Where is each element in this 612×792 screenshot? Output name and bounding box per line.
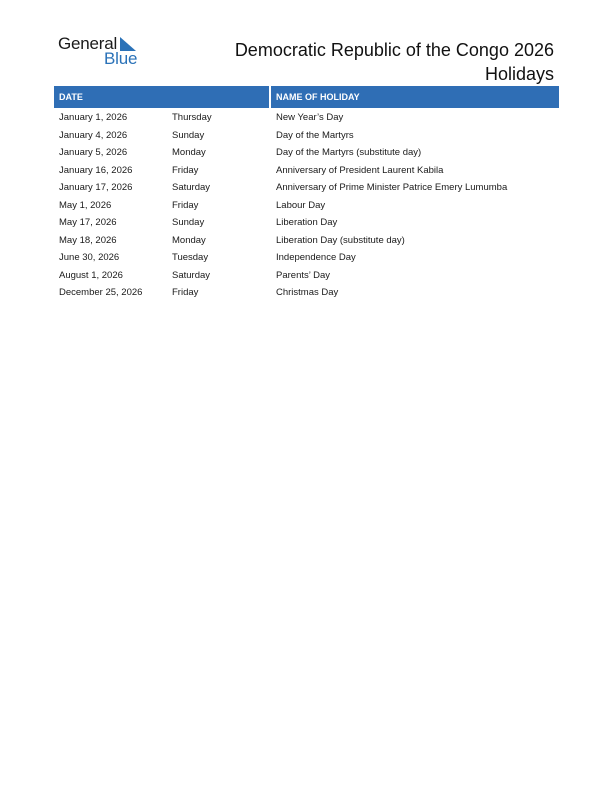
cell-day: Monday	[172, 234, 206, 246]
cell-holiday-name: Day of the Martyrs	[276, 129, 354, 141]
table-row	[54, 284, 559, 302]
header-date: DATE	[59, 92, 83, 102]
cell-holiday-name: New Year’s Day	[276, 112, 344, 123]
table-row	[54, 179, 559, 197]
cell-holiday-name: Parents’ Day	[276, 269, 331, 281]
cell-holiday-name: Christmas Day	[276, 287, 339, 298]
table-row	[54, 109, 559, 127]
cell-holiday-name: Labour Day	[276, 199, 326, 211]
cell-date: August 1, 2026	[59, 269, 123, 281]
table-row	[54, 144, 559, 162]
page-title-line-1: Democratic Republic of the Congo 2026	[234, 40, 554, 60]
cell-date: January 4, 2026	[59, 129, 128, 141]
cell-holiday-name: Liberation Day	[276, 217, 338, 228]
logo-word-blue: Blue	[104, 49, 138, 68]
cell-holiday-name: Day of the Martyrs (substitute day)	[276, 147, 422, 158]
table-header	[54, 86, 559, 108]
cell-holiday-name: Anniversary of Prime Minister Patrice Emery Lumumba	[276, 182, 508, 193]
cell-date: May 17, 2026	[59, 217, 117, 228]
header-divider	[269, 86, 271, 108]
cell-date: January 5, 2026	[59, 147, 128, 158]
cell-day: Monday	[172, 147, 206, 158]
page-title	[194, 38, 554, 86]
cell-day: Tuesday	[172, 252, 209, 263]
cell-date: May 1, 2026	[59, 199, 112, 211]
table-row	[54, 127, 559, 145]
cell-day: Sunday	[172, 129, 205, 141]
table-row	[54, 214, 559, 232]
holiday-table	[54, 86, 559, 302]
cell-date: January 16, 2026	[59, 164, 133, 176]
cell-day: Thursday	[172, 112, 212, 123]
logo-word-general: General	[58, 34, 118, 53]
header-holiday-name: NAME OF HOLIDAY	[276, 92, 360, 102]
page-title-line-2: Holidays	[484, 64, 554, 84]
table-row	[54, 267, 559, 285]
cell-holiday-name: Independence Day	[276, 252, 356, 263]
cell-date: May 18, 2026	[59, 234, 117, 246]
cell-day: Saturday	[172, 182, 211, 193]
cell-date: January 17, 2026	[59, 182, 133, 193]
table-body	[54, 108, 559, 302]
cell-date: December 25, 2026	[59, 287, 143, 298]
cell-day: Friday	[172, 199, 199, 211]
cell-day: Friday	[172, 287, 199, 298]
table-row	[54, 232, 559, 250]
cell-date: June 30, 2026	[59, 252, 120, 263]
table-row	[54, 162, 559, 180]
cell-day: Saturday	[172, 269, 211, 281]
cell-holiday-name: Anniversary of President Laurent Kabila	[276, 164, 444, 176]
cell-holiday-name: Liberation Day (substitute day)	[276, 234, 405, 246]
cell-day: Sunday	[172, 217, 205, 228]
logo	[58, 34, 148, 68]
cell-date: January 1, 2026	[59, 112, 128, 123]
cell-day: Friday	[172, 164, 199, 176]
table-row	[54, 249, 559, 267]
table-row	[54, 197, 559, 215]
